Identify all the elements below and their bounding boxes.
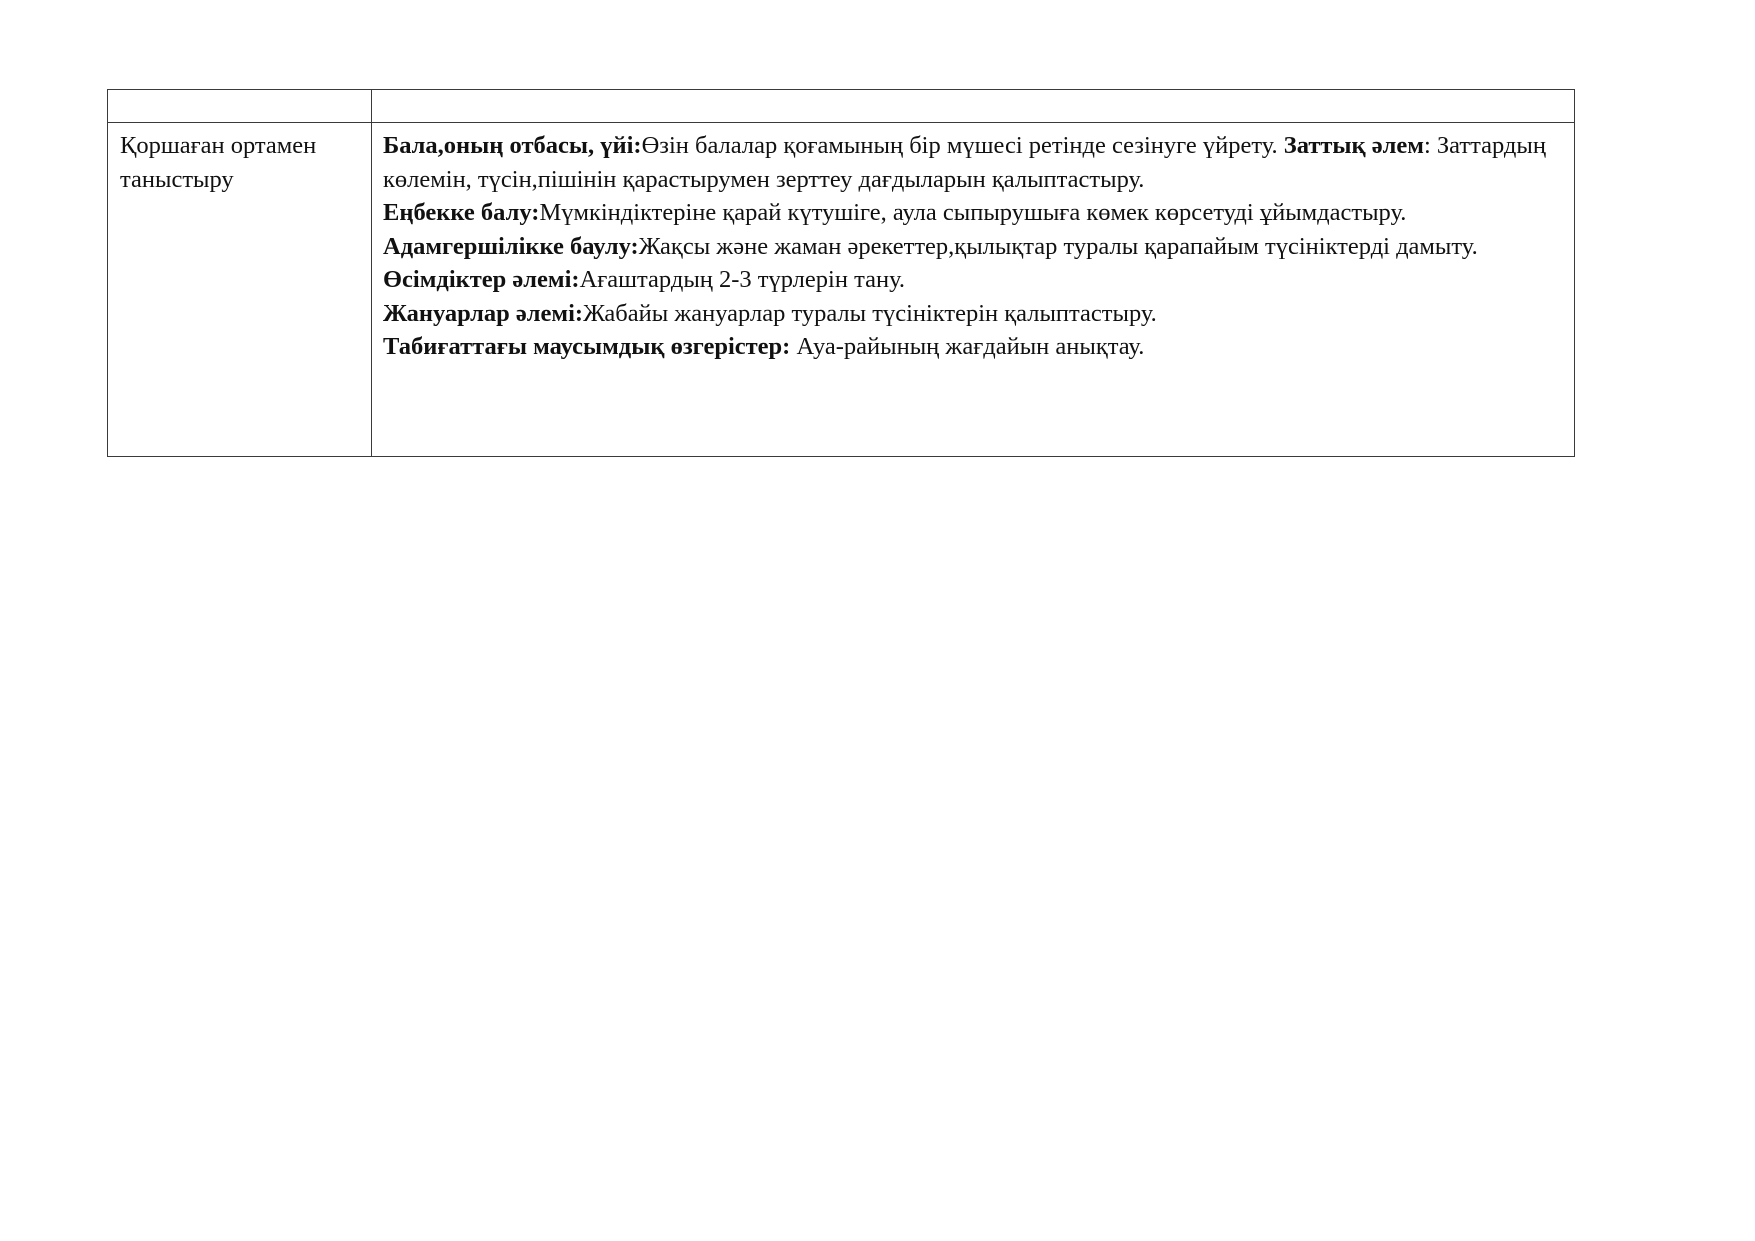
topic-label-morality: Адамгершілікке баулу: <box>383 232 639 260</box>
table-row <box>108 123 1575 457</box>
topic-paragraph-morality <box>383 230 1564 264</box>
topic-label-objects: Заттық әлем <box>1283 132 1424 159</box>
topic-paragraph-labor <box>383 196 1564 230</box>
topic-paragraph-family-objects <box>383 129 1564 196</box>
topic-paragraph-animals <box>383 297 1564 331</box>
topic-label-seasons: Табиғаттағы маусымдық өзгерістер: <box>383 333 791 360</box>
topic-text-animals: Жабайы жануарлар туралы түсініктерін қалыптастыру. <box>583 299 1157 327</box>
topic-paragraph-seasons <box>383 330 1564 364</box>
topic-text-family: Өзін балалар қоғамының бір мүшесі ретінде сезінуге үйрету. <box>641 132 1284 159</box>
topics-text <box>372 123 1574 364</box>
subject-cell <box>108 123 372 457</box>
content-cell <box>372 123 1575 457</box>
curriculum-table <box>107 89 1575 457</box>
topic-label-animals: Жануарлар әлемі: <box>383 299 584 327</box>
topic-text-objects: : Заттардың көлемін, түсін,пішінін қарастырумен зерттеу дағдыларын қалыптастыру. <box>383 132 1546 193</box>
topic-label-family: Бала,оның отбасы, үйі: <box>383 132 642 159</box>
table-header-row <box>108 90 1575 123</box>
topic-label-plants: Өсімдіктер әлемі: <box>383 266 580 293</box>
topic-paragraph-plants <box>383 263 1564 297</box>
topic-text-plants: Ағаштардың 2-3 түрлерін тану. <box>579 266 905 293</box>
topic-text-morality: Жақсы және жаман әрекеттер,қылықтар туралы қарапайым түсініктерді дамыту. <box>638 232 1478 260</box>
topic-text-labor: Мүмкіндіктеріне қарай күтушіге, аула сыпырушыға көмек көрсетуді ұйымдастыру. <box>539 199 1407 226</box>
subject-title: Қоршаған ортамен таныстыру <box>120 132 317 193</box>
header-cell-right <box>372 90 1575 123</box>
topic-text-seasons: Ауа-райының жағдайын анықтау. <box>790 333 1145 360</box>
topic-label-labor: Еңбекке балу: <box>383 199 540 226</box>
header-cell-left <box>108 90 372 123</box>
